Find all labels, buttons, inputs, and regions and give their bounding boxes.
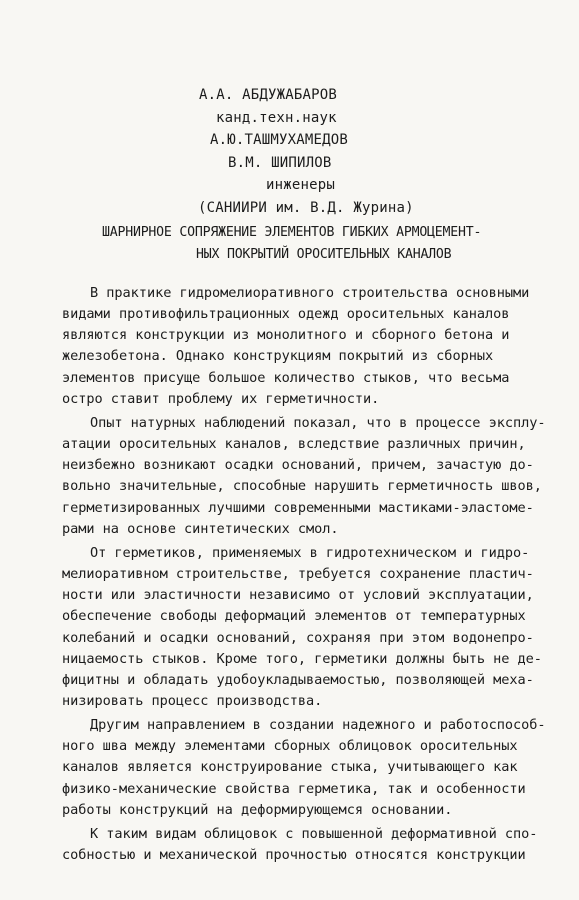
- text-line: железобетона. Однако конструкциям покрытий из сборных: [62, 348, 494, 365]
- paragraph: [62, 283, 562, 410]
- title-line: НЫХ ПОКРЫТИЙ ОРОСИТЕЛЬНЫХ КАНАЛОВ: [196, 247, 452, 262]
- text-line: видами противофильтрационных одежд оросительных каналов: [62, 306, 510, 323]
- author-position: инженеры: [266, 177, 336, 193]
- text-line: низировать процесс производства.: [62, 692, 323, 709]
- text-line: герметизированных лучшими современными мастиками-эластоме-: [62, 499, 534, 516]
- article-body: [62, 283, 562, 866]
- text-line: Другим направлением в создании надежного и работоспособ-: [90, 717, 546, 734]
- author-name: В.М. ШИПИЛОВ: [228, 154, 332, 171]
- text-line: ного шва между элементами сборных облицовок оросительных: [62, 738, 518, 755]
- paragraph: [62, 715, 562, 821]
- text-line: От герметиков, применяемых в гидротехническом и гидро-: [90, 544, 530, 561]
- author-block: [0, 84, 579, 219]
- paragraph: [62, 824, 562, 866]
- text-line: работы конструкций на деформирующемся основании.: [62, 801, 453, 818]
- author-degree: канд.техн.наук: [216, 109, 337, 126]
- text-line: обеспечение свободы деформаций элементов от температурных: [62, 608, 526, 625]
- text-line: неизбежно возникают осадки оснований, причем, зачастую до-: [62, 457, 534, 474]
- text-line: остро ставит проблему их герметичности.: [62, 390, 380, 407]
- text-line: К таким видам облицовок с повышенной деформативной спо-: [90, 825, 538, 842]
- author-name: А.А. АБДУЖАБАРОВ: [199, 87, 338, 103]
- text-line: атации оросительных каналов, вследствие различных причин,: [62, 436, 526, 453]
- text-line: фицитны и обладать удобоукладываемостью, позволяющей меха-: [62, 671, 534, 688]
- text-line: ницаемость стыков. Кроме того, герметики должны быть не де-: [62, 650, 542, 667]
- paragraph: [62, 413, 562, 540]
- text-line: являются конструкции из монолитного и сборного бетона и: [62, 327, 510, 344]
- author-affiliation: (САНИИРИ им. В.Д. Журина): [198, 199, 414, 216]
- article-title: [0, 222, 579, 266]
- text-line: элементов присуще большое количество стыков, что весьма: [62, 369, 510, 386]
- text-line: ности или эластичности независимо от условий эксплуатации,: [62, 587, 534, 604]
- text-line: В практике гидромелиоративного строительства основными: [90, 285, 530, 301]
- text-line: физико-механические свойства герметика, так и особенности: [62, 780, 526, 797]
- text-line: каналов является конструирование стыка, учитывающего как: [62, 759, 518, 776]
- title-line: ШАРНИРНОЕ СОПРЯЖЕНИЕ ЭЛЕМЕНТОВ ГИБКИХ АРМОЦЕМЕНТ-: [102, 225, 482, 240]
- text-line: собностью и механической прочностью относятся конструкции: [62, 847, 526, 864]
- text-line: рами на основе синтетических смол.: [62, 520, 339, 537]
- paragraph: [62, 543, 562, 712]
- text-line: Опыт натурных наблюдений показал, что в процессе эксплу-: [90, 414, 546, 431]
- text-line: колебаний и осадки оснований, сохраняя при этом водонепро-: [62, 629, 534, 646]
- author-name: А.Ю.ТАШМУХАМЕДОВ: [210, 132, 349, 148]
- text-line: вольно значительные, способные нарушить герметичность швов,: [62, 478, 542, 495]
- text-line: мелиоративном строительстве, требуется сохранение пластич-: [62, 566, 534, 583]
